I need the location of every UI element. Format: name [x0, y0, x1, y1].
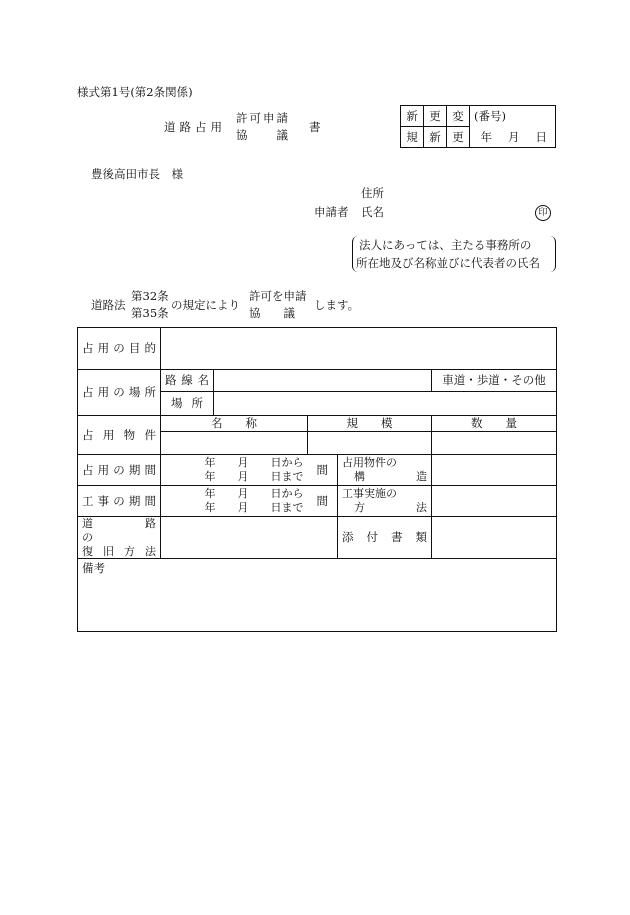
method-field[interactable] — [432, 486, 557, 517]
name-label: 氏名 — [361, 205, 384, 219]
purpose-field[interactable] — [161, 328, 557, 370]
attachments-field[interactable] — [432, 517, 557, 559]
statement-middle: の規定により — [171, 298, 240, 312]
route-name-field[interactable] — [214, 370, 432, 392]
seal-mark: 印 — [535, 205, 551, 221]
addressee: 豊後高田市長 様 — [91, 167, 183, 181]
col-name-header: 名 称 — [161, 416, 308, 432]
remarks-field[interactable] — [78, 559, 557, 632]
structure-label-line1: 占用物件の — [342, 456, 397, 470]
method-label-line1: 工事実施の — [342, 487, 397, 501]
construction-period-label: 工事の期間 — [78, 486, 161, 517]
restoration-field[interactable] — [161, 517, 338, 559]
attachments-label: 添付書類 — [338, 517, 432, 559]
statement-option-permit: 許可を申請 — [249, 289, 307, 303]
kind-date — [470, 127, 556, 148]
location-label: 占用の場所 — [78, 370, 161, 416]
corporate-note-line2: 所在地及び名称並びに代表者の氏名 — [356, 256, 540, 270]
title-suffix: 書 — [309, 120, 321, 134]
occupancy-to: 年 月 日まで — [204, 470, 304, 483]
occupancy-from: 年 月 日から — [204, 456, 304, 470]
statement-end: します。 — [314, 298, 360, 312]
structure-label — [338, 455, 432, 486]
kind-renew-top[interactable]: 更 — [424, 106, 447, 127]
object-scale-field[interactable] — [308, 432, 432, 455]
road-type-options[interactable]: 車道・歩道・その他 — [432, 370, 557, 392]
objects-label: 占用物件 — [78, 416, 161, 455]
number-label: (番号) — [470, 106, 556, 127]
date-year: 年 — [480, 129, 492, 144]
address-label: 住所 — [361, 186, 384, 200]
kind-alter-top[interactable]: 変 — [447, 106, 470, 127]
structure-label-line2: 構 造 — [354, 470, 427, 483]
method-label-line2: 方 法 — [354, 501, 427, 514]
restoration-label — [78, 517, 178, 559]
title-option-consult: 協 議 — [236, 128, 290, 142]
construction-from: 年 月 日から — [204, 487, 304, 501]
occupancy-period-field[interactable] — [161, 455, 308, 486]
date-day: 日 — [535, 129, 547, 144]
applicant-label: 申請者 — [314, 205, 349, 219]
title-prefix: 道路占用 — [164, 120, 226, 134]
construction-to: 年 月 日まで — [204, 501, 304, 514]
kind-alter-bottom[interactable]: 更 — [447, 127, 470, 148]
construction-period-field[interactable] — [161, 486, 308, 517]
restoration-label-line2: 復旧方法 — [82, 544, 156, 558]
restoration-label-line1: 道 路 の — [82, 517, 178, 544]
kind-new-bottom[interactable]: 規 — [401, 127, 424, 148]
statement-article-32: 第32条 — [131, 289, 169, 303]
construction-between: 間 — [308, 486, 338, 517]
statement-option-consult: 協 議 — [249, 306, 295, 320]
occupancy-period-label: 占用の期間 — [78, 455, 161, 486]
corporate-note-line1: 法人にあっては、主たる事務所の — [359, 238, 532, 252]
statement-law: 道路法 — [91, 298, 126, 312]
application-kind-box — [400, 105, 556, 147]
object-quantity-field[interactable] — [432, 432, 557, 455]
purpose-label: 占用の目的 — [78, 328, 161, 370]
title-option-permit: 許可申請 — [236, 111, 290, 125]
place-field[interactable] — [214, 392, 557, 416]
place-label: 場所 — [161, 392, 214, 416]
object-name-field[interactable] — [161, 432, 308, 455]
remarks-label: 備考 — [82, 561, 105, 576]
kind-new-top[interactable]: 新 — [401, 106, 424, 127]
application-table — [77, 327, 557, 632]
date-month: 月 — [508, 129, 520, 144]
structure-field[interactable] — [432, 455, 557, 486]
statement-article-35: 第35条 — [131, 306, 169, 320]
route-name-label: 路線名 — [161, 370, 214, 392]
kind-renew-bottom[interactable]: 新 — [424, 127, 447, 148]
form-number: 様式第1号(第2条関係) — [77, 85, 193, 99]
col-scale-header: 規 模 — [308, 416, 432, 432]
col-quantity-header: 数 量 — [432, 416, 557, 432]
occupancy-between: 間 — [308, 455, 338, 486]
method-label — [338, 486, 432, 517]
